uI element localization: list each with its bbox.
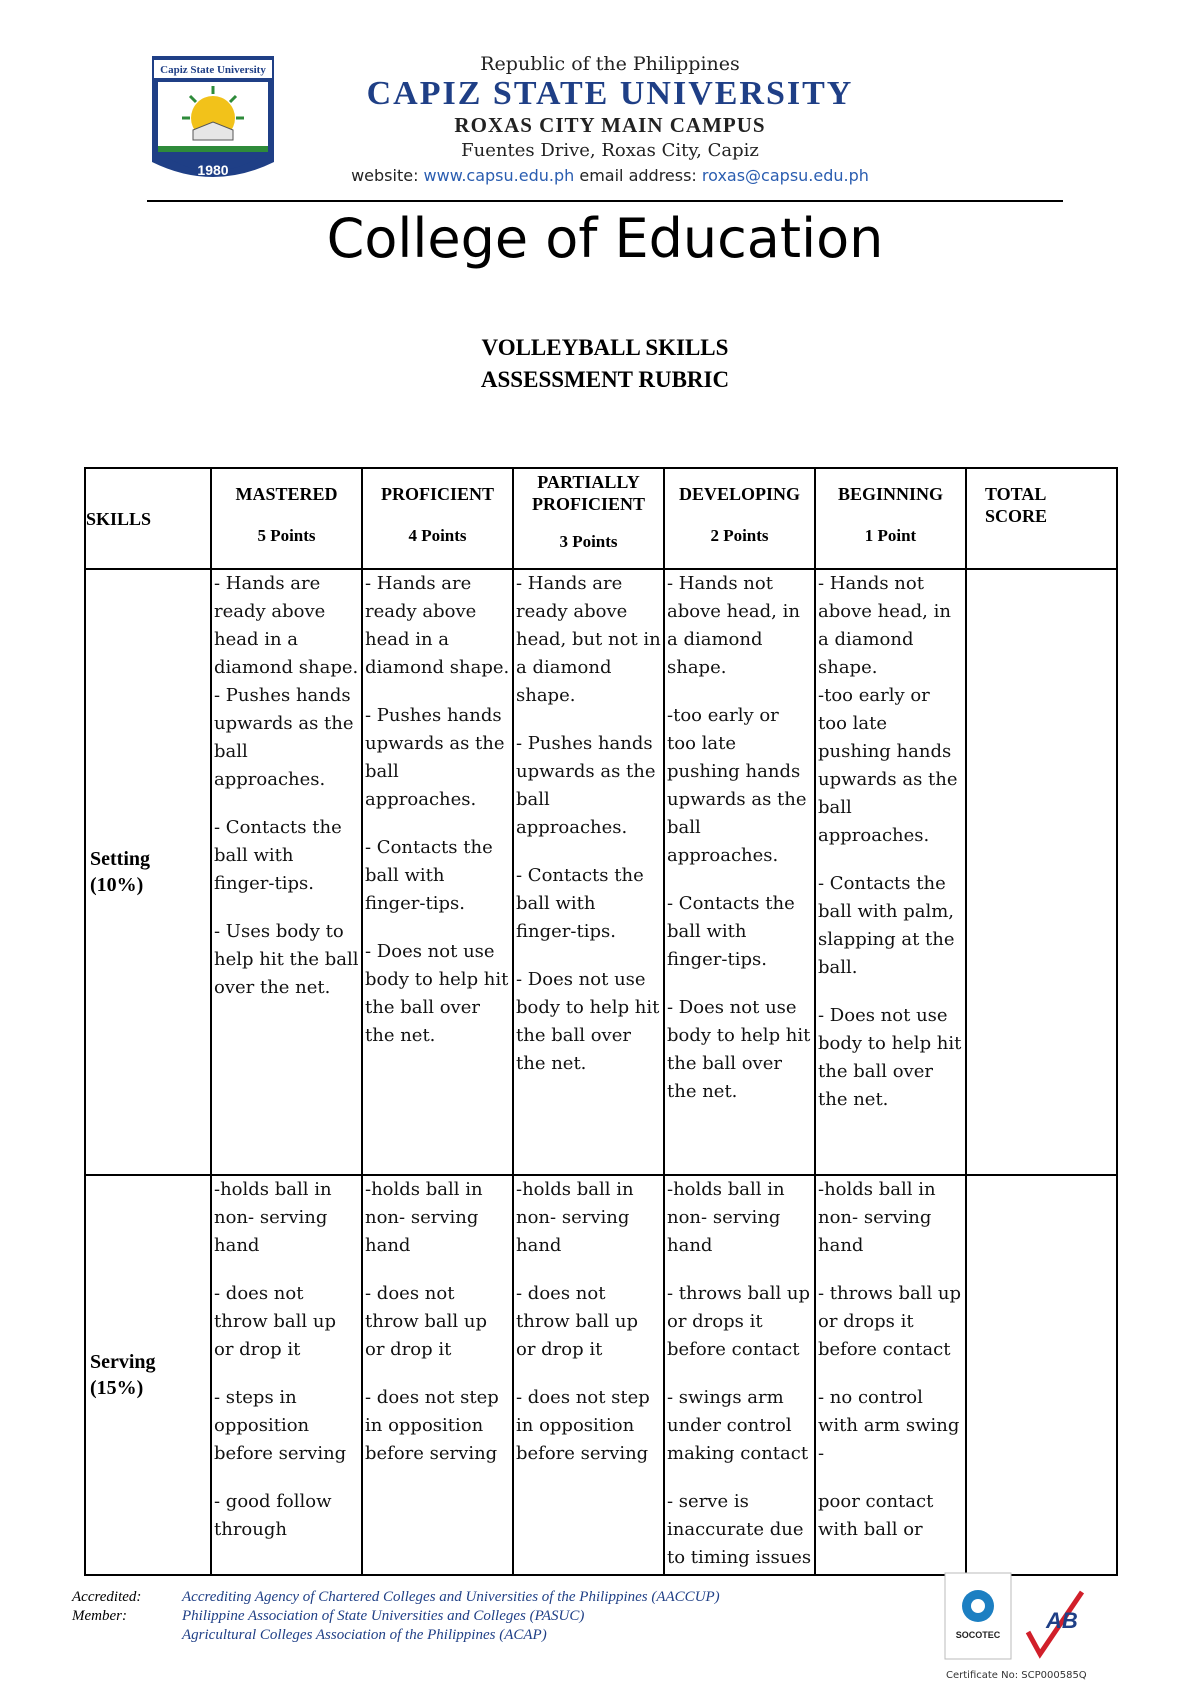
logo-year: 1980 — [197, 162, 229, 178]
university-name: CAPIZ STATE UNIVERSITY — [366, 75, 854, 112]
ab-badge-text: AB — [1046, 1608, 1078, 1633]
setting-mastered: - Hands are ready above head in a diamond shape. - Pushes hands upwards as the ball approaches. - Contacts the ball with finger-tips. - Uses body to help hit the ball over the net. — [211, 569, 362, 1175]
website-link[interactable]: www.capsu.edu.ph — [423, 166, 575, 185]
email-label: email address: — [579, 166, 697, 185]
header-partial-points: 3 Points — [559, 532, 618, 551]
email-link[interactable]: roxas@capsu.edu.ph — [701, 166, 869, 185]
header-developing: DEVELOPING 2 Points — [664, 468, 815, 569]
footer-labels — [72, 1588, 141, 1626]
skill-setting: Setting (10%) — [85, 569, 211, 1175]
header-partially-proficient: PARTIALLY PROFICIENT 3 Points — [513, 468, 664, 569]
serving-developing: -holds ball in non- serving hand - throws ball up or drops it before contact - swings arm under control making contact - serve is inaccurate due to timing issues — [664, 1175, 815, 1575]
letterhead — [300, 52, 920, 188]
serving-partially-proficient: -holds ball in non- serving hand - does not throw ball up or drop it - does not step in opposition before serving — [513, 1175, 664, 1575]
setting-proficient: - Hands are ready above head in a diamond shape. - Pushes hands upwards as the ball approaches. - Contacts the ball with finger-tips. - Does not use body to help hit the ball over the net. — [362, 569, 513, 1175]
skill-serving: Serving (15%) — [85, 1175, 211, 1575]
certificate-number: Certificate No: SCP000585Q — [946, 1670, 1087, 1681]
website-label: website: — [351, 166, 419, 185]
serving-mastered: -holds ball in non- serving hand - does not throw ball up or drop it - steps in opposition before serving - good follow through — [211, 1175, 362, 1575]
serving-beginning: -holds ball in non- serving hand - throws ball up or drops it before contact - no control with arm swing - poor contact with ball or — [815, 1175, 966, 1575]
setting-beginning: - Hands not above head, in a diamond shape. -too early or too late pushing hands upwards as the ball approaches. - Contacts the ball with palm, slapping at the ball. - Does not use body to help hit the ball over the net. — [815, 569, 966, 1175]
header-skills: SKILLS — [85, 468, 211, 569]
document-title — [0, 332, 1200, 396]
serving-total-score[interactable] — [966, 1175, 1117, 1575]
header-beginning: BEGINNING 1 Point — [815, 468, 966, 569]
setting-developing: - Hands not above head, in a diamond shape. -too early or too late pushing hands upwards as the ball approaches. - Contacts the ball with finger-tips. - Does not use body to help hit the ball over the net. — [664, 569, 815, 1175]
header-total-score: TOTAL SCORE — [966, 468, 1117, 569]
contact-line — [300, 164, 920, 188]
header-beginning-points: 1 Point — [864, 526, 917, 545]
setting-total-score[interactable] — [966, 569, 1117, 1175]
header-mastered-points: 5 Points — [257, 526, 316, 545]
setting-partially-proficient: - Hands are ready above head, but not in a diamond shape. - Pushes hands upwards as the ball approaches. - Contacts the ball with finger-tips. - Does not use body to help hit the ball over the net. — [513, 569, 664, 1175]
campus-address: Fuentes Drive, Roxas City, Capiz — [461, 140, 759, 161]
table-row-serving — [85, 1175, 1117, 1575]
header-proficient: PROFICIENT 4 Points — [362, 468, 513, 569]
republic-line: Republic of the Philippines — [480, 53, 740, 75]
serving-proficient: -holds ball in non- serving hand - does not throw ball up or drop it - does not step in opposition before serving — [362, 1175, 513, 1575]
accredited-label: Accredited: — [72, 1589, 142, 1605]
table-row-setting — [85, 569, 1117, 1175]
document-title-line2: ASSESSMENT RUBRIC — [480, 367, 730, 392]
affiliation-pasuc: Philippine Association of State Universities and Colleges (PASUC) — [182, 1608, 585, 1624]
logo-banner-text: Capiz State University — [160, 64, 266, 76]
socotec-badge-text: SOCOTEC — [955, 1630, 1001, 1640]
header-proficient-points: 4 Points — [408, 526, 467, 545]
rubric-table — [84, 467, 1118, 1576]
certification-badges — [944, 1572, 1086, 1668]
campus-name: ROXAS CITY MAIN CAMPUS — [454, 113, 766, 137]
member-label: Member: — [72, 1608, 127, 1624]
affiliation-aaccup: Accrediting Agency of Chartered Colleges and Universities of the Philippines (AACCUP) — [182, 1589, 720, 1605]
header-divider — [147, 200, 1063, 202]
header-mastered: MASTERED 5 Points — [211, 468, 362, 569]
college-title: College of Education — [326, 207, 884, 270]
footer-affiliations — [182, 1588, 720, 1645]
affiliation-acap: Agricultural Colleges Association of the Philippines (ACAP) — [182, 1627, 547, 1643]
university-logo — [148, 52, 278, 192]
table-header-row — [85, 468, 1117, 569]
header-developing-points: 2 Points — [710, 526, 769, 545]
document-title-line1: VOLLEYBALL SKILLS — [481, 335, 729, 360]
